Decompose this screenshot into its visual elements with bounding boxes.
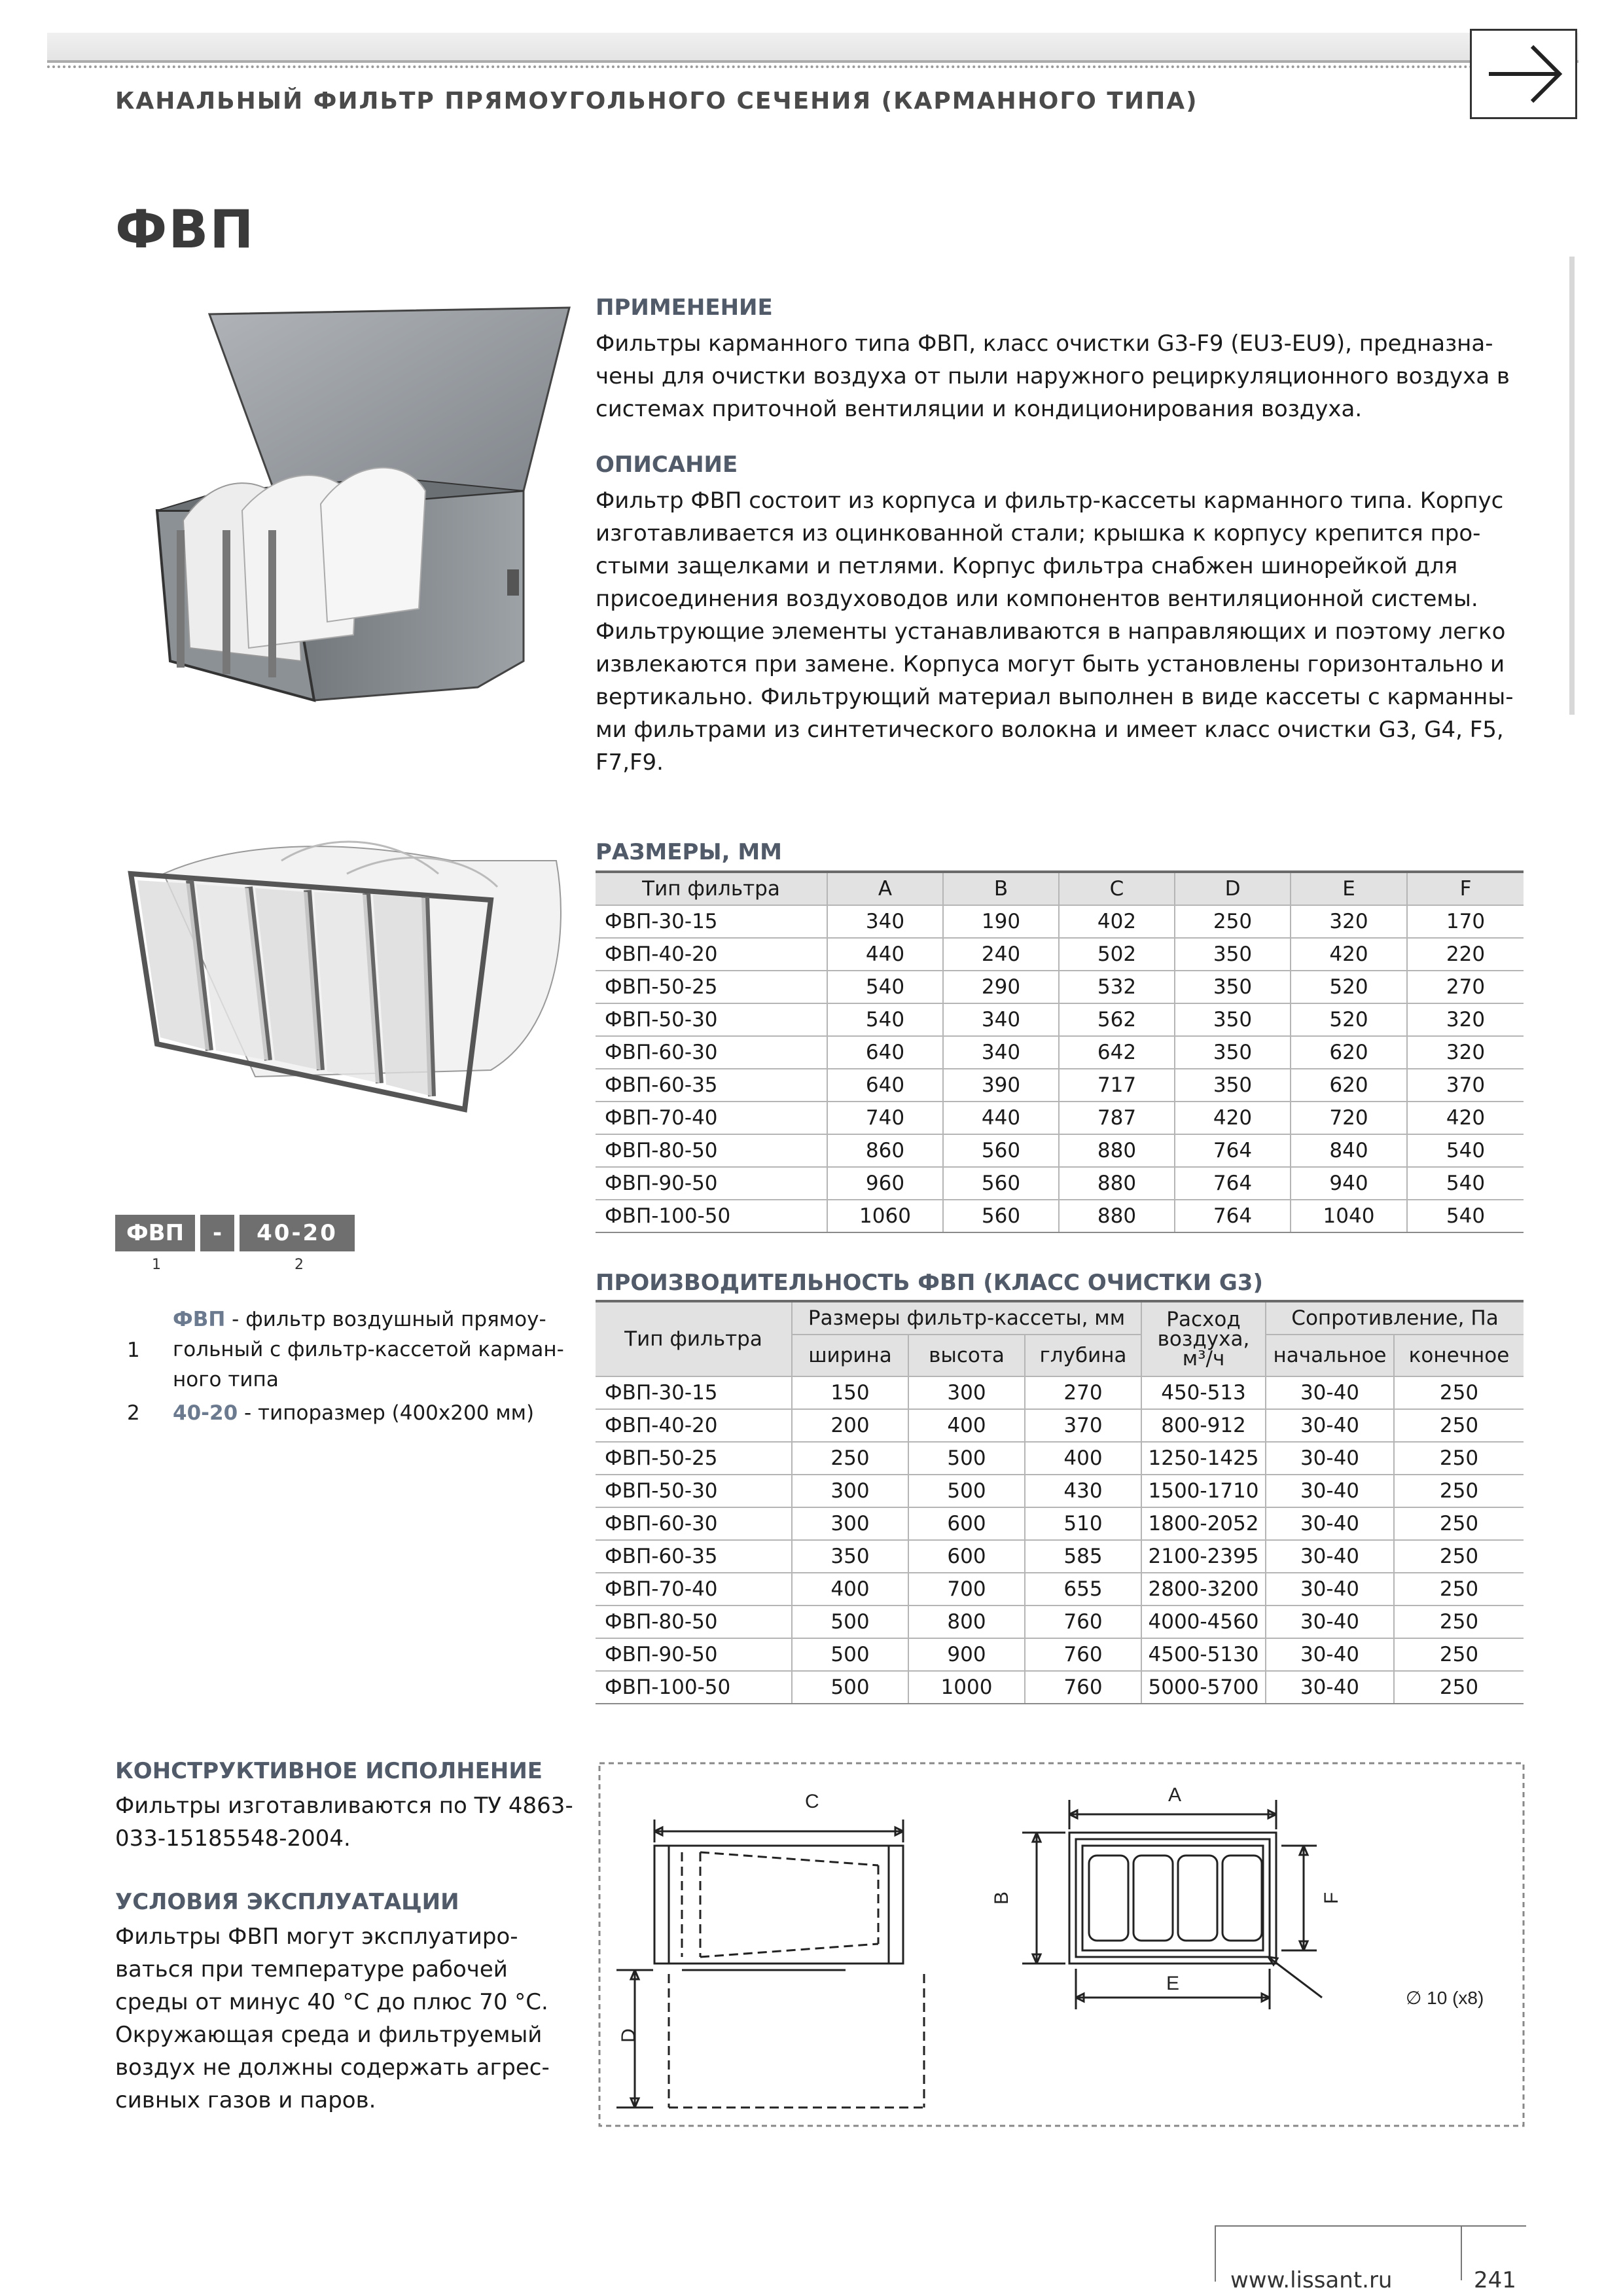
- value-cell: 640: [827, 1069, 943, 1102]
- value-cell: 250: [1394, 1605, 1524, 1638]
- description-line: Фильтр ФВП состоит из корпуса и фильтр-кассеты карманного типа. Корпус: [596, 488, 1504, 514]
- code-index: 2: [294, 1257, 304, 1273]
- description-line: присоединения воздуховодов или компонентов вентиляционной системы.: [596, 586, 1478, 612]
- operation-line: Фильтры ФВП могут эксплуатиро-: [115, 1924, 518, 1950]
- column-header: высота: [908, 1335, 1025, 1376]
- column-header: E: [1291, 872, 1407, 905]
- value-cell: 300: [792, 1475, 908, 1507]
- value-cell: 150: [792, 1376, 908, 1409]
- value-cell: 270: [1407, 971, 1524, 1003]
- operation-line: сивных газов и паров.: [115, 2087, 376, 2113]
- value-cell: 1000: [908, 1671, 1025, 1704]
- value-cell: 620: [1291, 1069, 1407, 1102]
- value-cell: 800-912: [1141, 1409, 1266, 1442]
- value-cell: 940: [1291, 1167, 1407, 1200]
- construction-heading: КОНСТРУКТИВНОЕ ИСПОЛНЕНИЕ: [115, 1758, 543, 1784]
- legend-number: 2: [127, 1401, 140, 1425]
- dim-label-a: A: [1168, 1784, 1182, 1806]
- value-cell: 900: [908, 1638, 1025, 1671]
- value-cell: 390: [943, 1069, 1059, 1102]
- footer-url[interactable]: www.lissant.ru: [1230, 2267, 1393, 2293]
- value-cell: 400: [908, 1409, 1025, 1442]
- table-row: [596, 1134, 1524, 1167]
- value-cell: 640: [827, 1036, 943, 1069]
- value-cell: 500: [792, 1638, 908, 1671]
- value-cell: 300: [908, 1376, 1025, 1409]
- table-row: [596, 938, 1524, 971]
- value-cell: 350: [1175, 971, 1291, 1003]
- value-cell: 1800-2052: [1141, 1507, 1266, 1540]
- filter-type-cell: ФВП-60-35: [596, 1069, 827, 1102]
- value-cell: 760: [1025, 1605, 1141, 1638]
- value-cell: 350: [1175, 1003, 1291, 1036]
- code-part-series: ФВП: [115, 1215, 195, 1251]
- value-cell: 420: [1407, 1102, 1524, 1134]
- legend-item-1: [173, 1304, 564, 1395]
- value-cell: 840: [1291, 1134, 1407, 1167]
- code-index: 1: [152, 1257, 161, 1273]
- operation-line: ваться при температуре рабочей: [115, 1956, 508, 1982]
- filter-type-cell: ФВП-30-15: [596, 905, 827, 938]
- value-cell: 440: [827, 938, 943, 971]
- filter-housing-photo: [144, 295, 596, 726]
- legend-line: - типоразмер (400х200 мм): [238, 1401, 535, 1425]
- value-cell: 1060: [827, 1200, 943, 1232]
- value-cell: 400: [1025, 1442, 1141, 1475]
- value-cell: 585: [1025, 1540, 1141, 1573]
- value-cell: 30-40: [1266, 1573, 1394, 1605]
- hole-note: ∅ 10 (x8): [1406, 1988, 1484, 2008]
- filter-type-cell: ФВП-40-20: [596, 1409, 792, 1442]
- value-cell: 764: [1175, 1134, 1291, 1167]
- value-cell: 240: [943, 938, 1059, 971]
- value-cell: 502: [1059, 938, 1175, 971]
- value-cell: 560: [943, 1167, 1059, 1200]
- filter-type-cell: ФВП-60-30: [596, 1507, 792, 1540]
- value-cell: 560: [943, 1200, 1059, 1232]
- value-cell: 4000-4560: [1141, 1605, 1266, 1638]
- filter-type-cell: ФВП-100-50: [596, 1200, 827, 1232]
- legend-line: гольный с фильтр-кассетой карман-: [173, 1338, 564, 1361]
- value-cell: 880: [1059, 1134, 1175, 1167]
- dimension-drawing: [597, 1761, 1526, 2128]
- construction-line: 033-15185548-2004.: [115, 1825, 351, 1852]
- value-cell: 2100-2395: [1141, 1540, 1266, 1573]
- filter-type-cell: ФВП-50-25: [596, 1442, 792, 1475]
- legend-term: ФВП: [173, 1308, 226, 1331]
- filter-type-cell: ФВП-100-50: [596, 1671, 792, 1704]
- table-row: [596, 1442, 1524, 1475]
- value-cell: 30-40: [1266, 1638, 1394, 1671]
- product-title: ФВП: [115, 199, 255, 260]
- application-line: системах приточной вентиляции и кондиционирования воздуха.: [596, 396, 1363, 422]
- column-header: D: [1175, 872, 1291, 905]
- column-group-header: Размеры фильтр-кассеты, мм: [792, 1301, 1141, 1335]
- value-cell: 520: [1291, 971, 1407, 1003]
- value-cell: 880: [1059, 1200, 1175, 1232]
- value-cell: 600: [908, 1540, 1025, 1573]
- value-cell: 170: [1407, 905, 1524, 938]
- legend-number: 1: [127, 1338, 140, 1362]
- table-row: [596, 1102, 1524, 1134]
- dim-label-e: E: [1166, 1973, 1180, 1994]
- filter-type-cell: ФВП-70-40: [596, 1573, 792, 1605]
- value-cell: 717: [1059, 1069, 1175, 1102]
- value-cell: 250: [1394, 1540, 1524, 1573]
- flow-header-line: м³/ч: [1182, 1347, 1225, 1371]
- right-arrow-icon[interactable]: [1470, 29, 1577, 119]
- value-cell: 220: [1407, 938, 1524, 971]
- column-header: A: [827, 872, 943, 905]
- filter-type-cell: ФВП-40-20: [596, 938, 827, 971]
- table-header-row: [596, 872, 1524, 905]
- value-cell: 370: [1407, 1069, 1524, 1102]
- value-cell: 200: [792, 1409, 908, 1442]
- legend-item-2: [173, 1398, 534, 1428]
- operation-line: воздух не должны содержать агрес-: [115, 2054, 550, 2081]
- table-row: [596, 1475, 1524, 1507]
- value-cell: 1250-1425: [1141, 1442, 1266, 1475]
- column-header: Тип фильтра: [596, 1301, 792, 1376]
- value-cell: 30-40: [1266, 1475, 1394, 1507]
- code-dash: -: [200, 1215, 234, 1251]
- value-cell: 787: [1059, 1102, 1175, 1134]
- value-cell: 340: [827, 905, 943, 938]
- filter-type-cell: ФВП-50-30: [596, 1003, 827, 1036]
- header-band: [47, 33, 1578, 63]
- column-header: глубина: [1025, 1335, 1141, 1376]
- value-cell: 620: [1291, 1036, 1407, 1069]
- value-cell: 30-40: [1266, 1409, 1394, 1442]
- side-view: [616, 1820, 924, 2108]
- filter-type-cell: ФВП-30-15: [596, 1376, 792, 1409]
- table-row: [596, 1573, 1524, 1605]
- value-cell: 350: [1175, 1069, 1291, 1102]
- value-cell: 30-40: [1266, 1507, 1394, 1540]
- performance-table: [596, 1300, 1524, 1704]
- dimensions-table-body: [596, 905, 1524, 1232]
- column-group-header: Сопротивление, Па: [1266, 1301, 1524, 1335]
- value-cell: 600: [908, 1507, 1025, 1540]
- value-cell: 340: [943, 1036, 1059, 1069]
- value-cell: 190: [943, 905, 1059, 938]
- value-cell: 250: [1394, 1376, 1524, 1409]
- dim-label-f: F: [1321, 1892, 1342, 1905]
- value-cell: 420: [1175, 1102, 1291, 1134]
- value-cell: 370: [1025, 1409, 1141, 1442]
- filter-type-cell: ФВП-80-50: [596, 1134, 827, 1167]
- value-cell: 500: [908, 1442, 1025, 1475]
- operation-line: среды от минус 40 °С до плюс 70 °С.: [115, 1989, 548, 2015]
- column-header: F: [1407, 872, 1524, 905]
- value-cell: 250: [792, 1442, 908, 1475]
- table-row: [596, 1376, 1524, 1409]
- performance-heading: ПРОИЗВОДИТЕЛЬНОСТЬ ФВП (КЛАСС ОЧИСТКИ G3): [596, 1270, 1263, 1296]
- value-cell: 655: [1025, 1573, 1141, 1605]
- value-cell: 760: [1025, 1671, 1141, 1704]
- dim-label-c: C: [805, 1791, 819, 1812]
- table-row: [596, 1540, 1524, 1573]
- application-line: чены для очистки воздуха от пыли наружного рециркуляционного воздуха в: [596, 363, 1510, 389]
- value-cell: 760: [1025, 1638, 1141, 1671]
- value-cell: 560: [943, 1134, 1059, 1167]
- value-cell: 720: [1291, 1102, 1407, 1134]
- value-cell: 764: [1175, 1200, 1291, 1232]
- value-cell: 440: [943, 1102, 1059, 1134]
- value-cell: 320: [1407, 1003, 1524, 1036]
- dim-label-d: D: [618, 2028, 639, 2043]
- value-cell: 430: [1025, 1475, 1141, 1507]
- value-cell: 642: [1059, 1036, 1175, 1069]
- legend-term: 40-20: [173, 1401, 238, 1425]
- value-cell: 2800-3200: [1141, 1573, 1266, 1605]
- description-line: стыми защелками и петлями. Корпус фильтра снабжен шинорейкой для: [596, 553, 1458, 579]
- application-text: [596, 327, 1510, 425]
- table-row: [596, 1167, 1524, 1200]
- value-cell: 290: [943, 971, 1059, 1003]
- filter-type-cell: ФВП-50-25: [596, 971, 827, 1003]
- table-row: [596, 971, 1524, 1003]
- header-dotted-line: [47, 65, 1578, 68]
- dimensions-table: [596, 870, 1524, 1233]
- value-cell: 500: [792, 1671, 908, 1704]
- operation-line: Окружающая среда и фильтруемый: [115, 2022, 543, 2048]
- performance-table-body: [596, 1376, 1524, 1704]
- description-line: F7,F9.: [596, 749, 664, 776]
- value-cell: 350: [1175, 938, 1291, 971]
- value-cell: 250: [1394, 1409, 1524, 1442]
- value-cell: 800: [908, 1605, 1025, 1638]
- value-cell: 540: [1407, 1134, 1524, 1167]
- value-cell: 1500-1710: [1141, 1475, 1266, 1507]
- table-row: [596, 1671, 1524, 1704]
- column-header: начальное: [1266, 1335, 1394, 1376]
- table-header-row: [596, 1301, 1524, 1335]
- operation-text: [115, 1920, 550, 2117]
- table-row: [596, 1003, 1524, 1036]
- value-cell: 540: [827, 971, 943, 1003]
- column-header: конечное: [1394, 1335, 1524, 1376]
- value-cell: 250: [1394, 1573, 1524, 1605]
- table-row: [596, 1036, 1524, 1069]
- description-line: вертикально. Фильтрующий материал выполнен в виде кассеты с карманны-: [596, 684, 1514, 710]
- column-header: C: [1059, 872, 1175, 905]
- legend-line: ного типа: [173, 1368, 279, 1391]
- value-cell: 250: [1175, 905, 1291, 938]
- value-cell: 300: [792, 1507, 908, 1540]
- value-cell: 30-40: [1266, 1671, 1394, 1704]
- dimensions-heading: РАЗМЕРЫ, ММ: [596, 839, 783, 865]
- application-heading: ПРИМЕНЕНИЕ: [596, 295, 773, 321]
- filter-type-cell: ФВП-90-50: [596, 1638, 792, 1671]
- table-row: [596, 1507, 1524, 1540]
- value-cell: 1040: [1291, 1200, 1407, 1232]
- value-cell: 250: [1394, 1475, 1524, 1507]
- value-cell: 4500-5130: [1141, 1638, 1266, 1671]
- value-cell: 350: [1175, 1036, 1291, 1069]
- description-line: извлекаются при замене. Корпуса могут быть установлены горизонтально и: [596, 651, 1505, 677]
- value-cell: 270: [1025, 1376, 1141, 1409]
- application-line: Фильтры карманного типа ФВП, класс очистки G3-F9 (EU3-EU9), предназна-: [596, 331, 1493, 357]
- value-cell: 30-40: [1266, 1540, 1394, 1573]
- filter-type-cell: ФВП-50-30: [596, 1475, 792, 1507]
- filter-type-cell: ФВП-70-40: [596, 1102, 827, 1134]
- table-row: [596, 1069, 1524, 1102]
- value-cell: 320: [1407, 1036, 1524, 1069]
- page-number: 241: [1474, 2267, 1516, 2293]
- value-cell: 420: [1291, 938, 1407, 971]
- page-edge-mark: [1569, 257, 1575, 715]
- value-cell: 250: [1394, 1507, 1524, 1540]
- code-part-size: 40-20: [240, 1215, 355, 1251]
- table-row: [596, 1638, 1524, 1671]
- column-header: Тип фильтра: [596, 872, 827, 905]
- table-row: [596, 1200, 1524, 1232]
- value-cell: 320: [1291, 905, 1407, 938]
- value-cell: 5000-5700: [1141, 1671, 1266, 1704]
- description-text: [596, 484, 1513, 779]
- flow-header-line: воздуха,: [1157, 1327, 1250, 1351]
- value-cell: 250: [1394, 1671, 1524, 1704]
- filter-type-cell: ФВП-80-50: [596, 1605, 792, 1638]
- description-line: ми фильтрами из синтетического волокна и имеет класс очистки G3, G4, F5,: [596, 717, 1504, 743]
- value-cell: 540: [827, 1003, 943, 1036]
- construction-line: Фильтры изготавливаются по ТУ 4863-: [115, 1793, 573, 1819]
- value-cell: 764: [1175, 1167, 1291, 1200]
- filter-type-cell: ФВП-60-30: [596, 1036, 827, 1069]
- value-cell: 860: [827, 1134, 943, 1167]
- description-heading: ОПИСАНИЕ: [596, 452, 738, 478]
- value-cell: 400: [792, 1573, 908, 1605]
- dim-label-b: B: [991, 1891, 1012, 1905]
- value-cell: 402: [1059, 905, 1175, 938]
- table-row: [596, 1409, 1524, 1442]
- table-row: [596, 1605, 1524, 1638]
- value-cell: 880: [1059, 1167, 1175, 1200]
- filter-type-cell: ФВП-90-50: [596, 1167, 827, 1200]
- value-cell: 740: [827, 1102, 943, 1134]
- value-cell: 30-40: [1266, 1442, 1394, 1475]
- description-line: Фильтрующие элементы устанавливаются в направляющих и поэтому легко: [596, 619, 1506, 645]
- value-cell: 562: [1059, 1003, 1175, 1036]
- footer-divider: [1461, 2225, 1462, 2280]
- value-cell: 510: [1025, 1507, 1141, 1540]
- value-cell: 340: [943, 1003, 1059, 1036]
- value-cell: 700: [908, 1573, 1025, 1605]
- table-row: [596, 905, 1524, 938]
- column-header: ширина: [792, 1335, 908, 1376]
- operation-heading: УСЛОВИЯ ЭКСПЛУАТАЦИИ: [115, 1889, 459, 1915]
- value-cell: 30-40: [1266, 1605, 1394, 1638]
- filter-cassette-photo: [124, 834, 569, 1116]
- value-cell: 520: [1291, 1003, 1407, 1036]
- value-cell: 250: [1394, 1638, 1524, 1671]
- filter-type-cell: ФВП-60-35: [596, 1540, 792, 1573]
- value-cell: 500: [792, 1605, 908, 1638]
- value-cell: 30-40: [1266, 1376, 1394, 1409]
- value-cell: 450-513: [1141, 1376, 1266, 1409]
- value-cell: 500: [908, 1475, 1025, 1507]
- value-cell: 960: [827, 1167, 943, 1200]
- column-header: B: [943, 872, 1059, 905]
- value-cell: 350: [792, 1540, 908, 1573]
- description-line: изготавливается из оцинкованной стали; крышка к корпусу крепится про-: [596, 520, 1481, 547]
- value-cell: 540: [1407, 1167, 1524, 1200]
- header-title: КАНАЛЬНЫЙ ФИЛЬТР ПРЯМОУГОЛЬНОГО СЕЧЕНИЯ (КАРМАННОГО ТИПА): [115, 88, 1198, 115]
- legend-line: - фильтр воздушный прямоу-: [225, 1308, 546, 1331]
- flow-header-line: Расход: [1166, 1308, 1241, 1331]
- flow-column-header: [1141, 1301, 1266, 1376]
- value-cell: 540: [1407, 1200, 1524, 1232]
- construction-text: [115, 1789, 573, 1855]
- value-cell: 250: [1394, 1442, 1524, 1475]
- value-cell: 532: [1059, 971, 1175, 1003]
